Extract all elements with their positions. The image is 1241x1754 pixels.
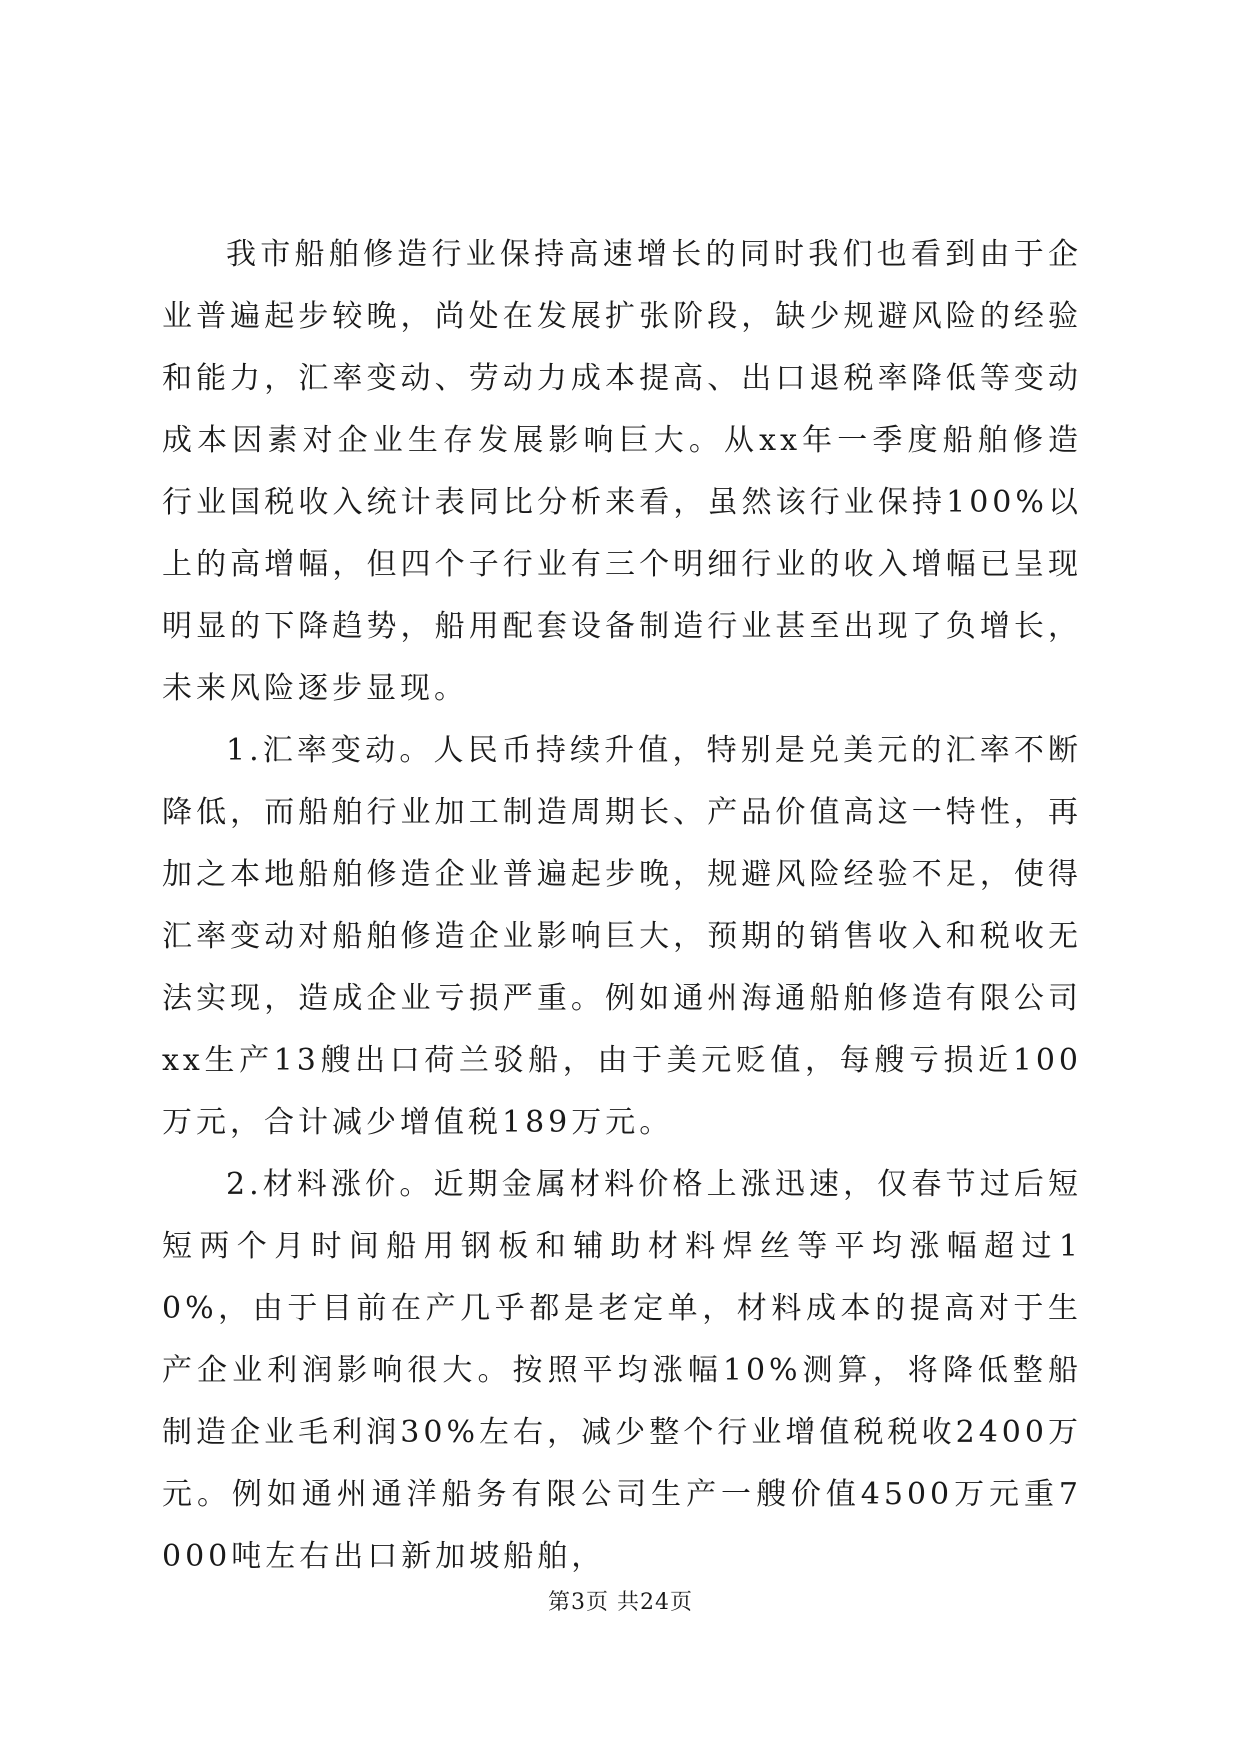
document-body [162,224,1082,1588]
page-number-footer: 第3页 共24页 [548,1590,693,1615]
paragraph-material-cost: 2.材料涨价。近期金属材料价格上涨迅速，仅春节过后短短两个月时间船用钢板和辅助材料焊丝等平均涨幅超过10%，由于目前在产几乎都是老定单，材料成本的提高对于生产企业利润影响很大。按照平均涨幅10%测算，将降低整船制造企业毛利润30%左右，减少整个行业增值税税收2400万元。例如通州通洋船务有限公司生产一艘价值4500万元重7000吨左右出口新加坡船舶， [162,1167,1082,1574]
paragraph-risk-overview: 我市船舶修造行业保持高速增长的同时我们也看到由于企业普遍起步较晚，尚处在发展扩张阶段，缺少规避风险的经验和能力，汇率变动、劳动力成本提高、出口退税率降低等变动成本因素对企业生存发展影响巨大。从xx年一季度船舶修造行业国税收入统计表同比分析来看，虽然该行业保持100%以上的高增幅，但四个子行业有三个明细行业的收入增幅已呈现明显的下降趋势，船用配套设备制造行业甚至出现了负增长，未来风险逐步显现。 [162,237,1082,706]
paragraph-exchange-rate: 1.汇率变动。人民币持续升值，特别是兑美元的汇率不断降低，而船舶行业加工制造周期长、产品价值高这一特性，再加之本地船舶修造企业普遍起步晚，规避风险经验不足，使得汇率变动对船舶修造企业影响巨大，预期的销售收入和税收无法实现，造成企业亏损严重。例如通州海通船舶修造有限公司xx生产13艘出口荷兰驳船，由于美元贬值，每艘亏损近100万元，合计减少增值税189万元。 [162,733,1082,1140]
